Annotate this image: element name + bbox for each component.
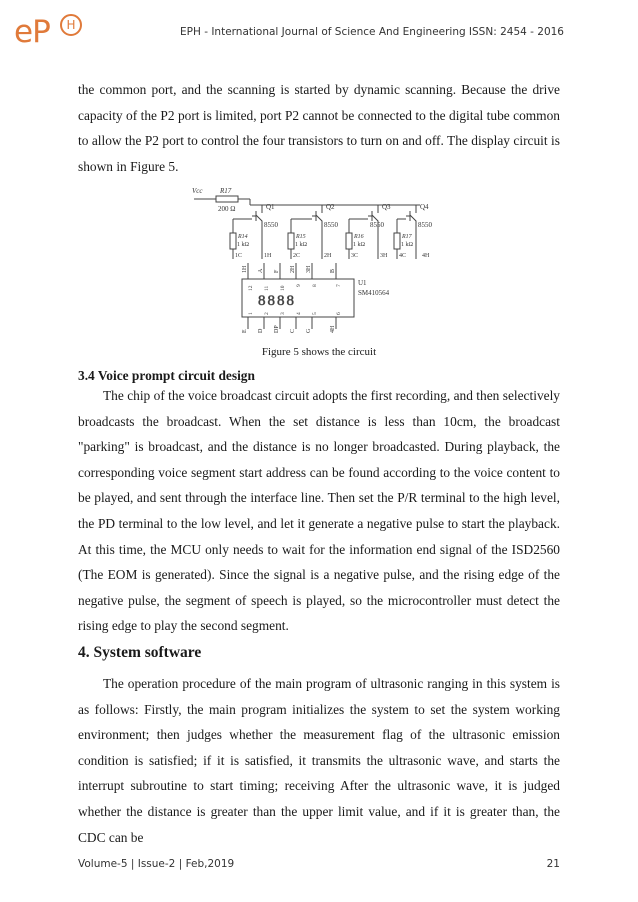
logo-badge: H — [60, 14, 82, 36]
bottom-pin-num-5: 5 — [312, 312, 318, 315]
top-pin-num-9: 9 — [296, 284, 302, 287]
q4-ref: Q4 — [420, 203, 429, 211]
page-number: 21 — [546, 858, 560, 870]
bottom-pin-num-2: 2 — [264, 312, 270, 315]
footer-volume: Volume-5 | Issue-2 | Feb,2019 — [78, 858, 235, 870]
vcc-label: Vcc — [192, 187, 203, 195]
top-pin-num-8: 8 — [312, 284, 318, 287]
top-pin-num-12: 12 — [248, 285, 254, 291]
bottom-pin-lines — [248, 317, 336, 329]
node-1h: 1H — [264, 253, 272, 259]
bottom-pin-c: C — [290, 328, 296, 333]
top-pin-num-11: 11 — [264, 285, 270, 291]
q1-ref: Q1 — [266, 203, 275, 211]
top-pin-f: F — [274, 269, 280, 273]
bottom-pin-dp: DP — [274, 325, 280, 333]
q3-part: 8550 — [370, 221, 384, 229]
display-digits: 8888 — [258, 293, 296, 309]
r16-value: 1 kΩ — [353, 242, 365, 248]
page-header — [0, 0, 638, 70]
q3-ref: Q3 — [382, 203, 391, 211]
display-part: SM410564 — [358, 289, 390, 297]
figure-caption: Figure 5 shows the circuit — [261, 346, 377, 358]
journal-logo: eP — [14, 14, 50, 50]
issn-number: ISSN: 2454 - 2016 — [468, 26, 564, 38]
r16-ref: R16 — [354, 234, 364, 240]
top-pin-3h: 3H — [306, 265, 312, 273]
node-3c: 3C — [351, 253, 359, 259]
top-pin-b: B — [330, 268, 336, 273]
bottom-pin-e: E — [242, 329, 248, 333]
section-4-heading: 4. System software — [78, 644, 202, 661]
journal-title: EPH - International Journal of Science And Engineering — [180, 26, 466, 38]
bottom-pin-num-4: 4 — [296, 312, 302, 315]
node-2c: 2C — [293, 253, 301, 259]
q2-part: 8550 — [324, 221, 338, 229]
bottom-pin-num-1: 1 — [248, 312, 254, 315]
top-pin-a: A — [258, 268, 264, 273]
top-pin-num-7: 7 — [336, 284, 342, 287]
r14-ref: R14 — [238, 234, 248, 240]
node-4c: 4C — [399, 253, 407, 259]
top-pin-num-10: 10 — [280, 285, 286, 291]
top-pin-1h: 1H — [242, 265, 248, 273]
display-ref: U1 — [358, 279, 367, 287]
bottom-pin-num-6: 6 — [336, 312, 342, 315]
q4-part: 8550 — [418, 221, 432, 229]
r17-value: 200 Ω — [218, 205, 236, 213]
r17-label: R17 — [220, 187, 232, 195]
r17b-ref: R17 — [402, 234, 412, 240]
r14-value: 1 kΩ — [237, 242, 249, 248]
bottom-pin-g: G — [306, 328, 312, 333]
q1-part: 8550 — [264, 221, 278, 229]
section-3-4-heading: 3.4 Voice prompt circuit design — [78, 368, 255, 383]
paragraph-voice-prompt: The chip of the voice broadcast circuit adopts the first recording, and then selectively broadcasts the broadcast. When the set distance is less than 10cm, the broadcast "parking" is broadcast, and the distance is no longer broadcasted. During playback, the corresponding voice segment start address can be found according to the voice content to be played, and sent through the interface line. Then set the P/R terminal to the high level, the PD terminal to the low level, and let it generate a negative pulse to start the playback. At this time, the MCU only needs to wait for the information end signal of the ISD2560 (The EOM is generated). Since the signal is a negative pulse, and the rising edge of the negative pulse, the segment of speech is played, so the microcontroller must detect the rising edge to play the second segment. — [78, 388, 560, 634]
node-4h: 4H — [422, 253, 430, 259]
top-pin-2h: 2H — [290, 265, 296, 273]
r15-value: 1 kΩ — [295, 242, 307, 248]
bottom-pin-d: D — [258, 328, 264, 333]
r15-ref: R15 — [296, 234, 306, 240]
bottom-pin-4h: 4H — [330, 325, 336, 333]
node-1c: 1C — [235, 253, 243, 259]
paragraph-display-circuit: the common port, and the scanning is started by dynamic scanning. Because the drive capacity of the P2 port is limited, port P2 cannot be connected to the digital tube common to allow the P2 port to control the four transistors to turn on and off. The display circuit is shown in Figure 5. — [78, 82, 560, 174]
r17b-value: 1 kΩ — [401, 242, 413, 248]
circuit-figure — [190, 183, 452, 333]
bottom-pin-num-3: 3 — [280, 312, 286, 315]
node-2h: 2H — [324, 253, 332, 259]
q2-ref: Q2 — [326, 203, 335, 211]
paragraph-system-software: The operation procedure of the main program of ultrasonic ranging in this system is as follows: Firstly, the main program initializes the system to set the system working environment; then judges whether the measurement flag of the ultrasonic emission condition is satisfied; if it is satisfied, it transmits the ultrasonic wave, and starts the interrupt subroutine to start timing; receiving After the ultrasonic wave, it is judged whether the distance is greater than the upper limit value, and if it is greater than, the CDC can be — [78, 676, 560, 845]
node-3h: 3H — [380, 253, 388, 259]
